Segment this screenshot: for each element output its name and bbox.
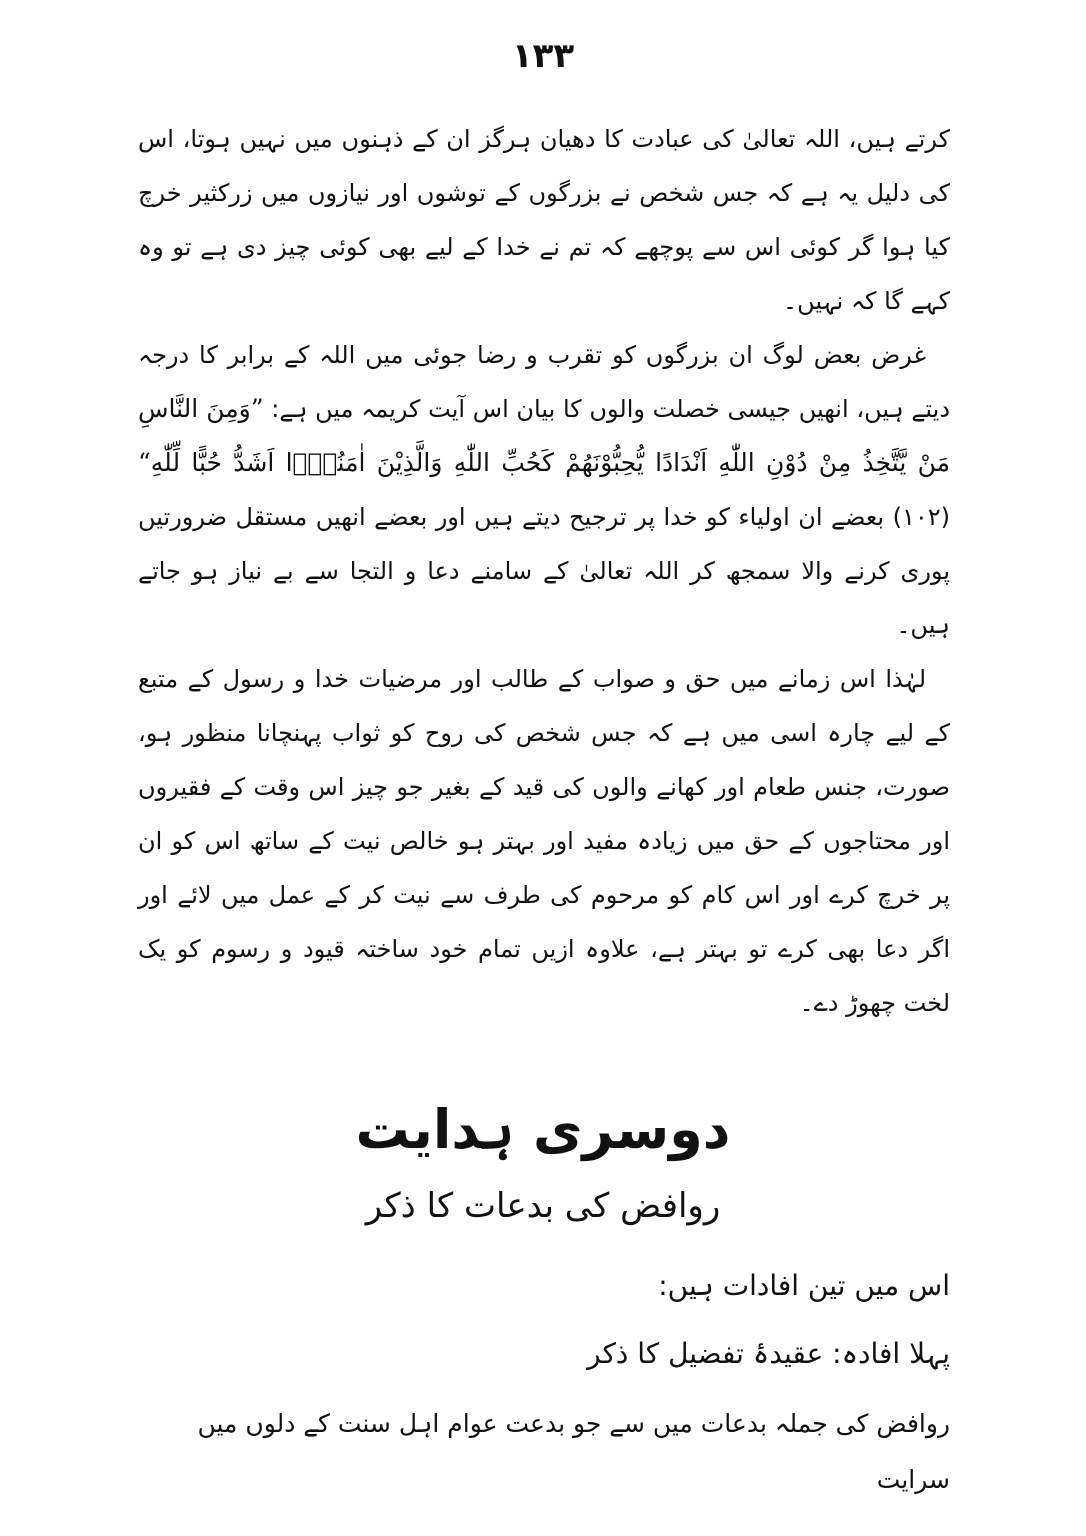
section-subheading: روافض کی بدعات کا ذکر [365,1186,721,1226]
paragraph-2-continuation: بعضے ان اولیاء کو خدا پر ترجیح دیتے ہیں اور بعضے انھیں مستقل ضرورتیں پوری کرنے والا سمجھ کر اللہ تعالیٰ کے سامنے دعا و التجا سے بے نیاز ہو جاتے ہیں۔ [138,503,950,639]
section-heading: دوسری ہدایت [355,1098,731,1161]
first-ifada-title: پہلا افادہ: عقیدۂ تفضیل کا ذکر [587,1337,950,1370]
verse-reference: (۱۰۲) [892,503,950,531]
main-text [138,112,950,1030]
paragraph-3: لہٰذا اس زمانے میں حق و صواب کے طالب اور مرضیات خدا و رسول کے متبع کے لیے چارہ اسی میں ہے کہ جس شخص کی روح کو ثواب پہنچانا منظور ہو، صورت، جنس طعام اور کھانے والوں کی قید کے بغیر جو چیز اس وقت کے فقیروں اور محتاجوں کے حق میں زیادہ مفید اور بہتر ہو خالص نیت کے ساتھ اس کو ان پر خرچ کرے اور اس کام کو مرحوم کی طرف سے نیت کر کے عمل میں لائے اور اگر دعا بھی کرے تو بہتر ہے، علاوہ ازیں تمام خود ساختہ قیود و رسوم کو یک لخت چھوڑ دے۔ [138,665,950,1017]
quran-verse: ”وَمِنَ النَّاسِ مَنْ یَّتَّخِذُ مِنْ دُوْنِ اللّٰهِ اَنْدَادًا یُّحِبُّوْنَهُمْ كَحُبِّ اللّٰهِ وَالَّذِیْنَ اٰمَنُوْۤا اَشَدُّ حُبًّا لِّلّٰهِ“ [138,394,950,477]
paragraph-2-text: غرض بعض لوگ ان بزرگوں کو تقرب و رضا جوئی میں اللہ کے برابر کا درجہ دیتے ہیں، انھیں جیسی خصلت والوں کا بیان اس آیت کریمہ میں ہے: [138,341,951,423]
intro-line: اس میں تین افادات ہیں: [658,1269,950,1302]
page-number: ۱۳۳ [511,36,575,76]
continuing-text: روافض کی جملہ بدعات میں سے جو بدعت عوام اہل سنت کے دلوں میں سرایت [197,1409,950,1494]
paragraph-2 [138,328,950,652]
paragraph-1: کرتے ہیں، اللہ تعالیٰ کی عبادت کا دھیان ہرگز ان کے ذہنوں میں نہیں ہوتا، اس کی دلیل یہ ہے کہ جس شخص نے بزرگوں کے توشوں اور نیازوں میں زرکثیر خرچ کیا ہوا گر کوئی اس سے پوچھے کہ تم نے خدا کے لیے بھی کوئی چیز دی ہے تو وہ کہے گا کہ نہیں۔ [138,125,950,315]
